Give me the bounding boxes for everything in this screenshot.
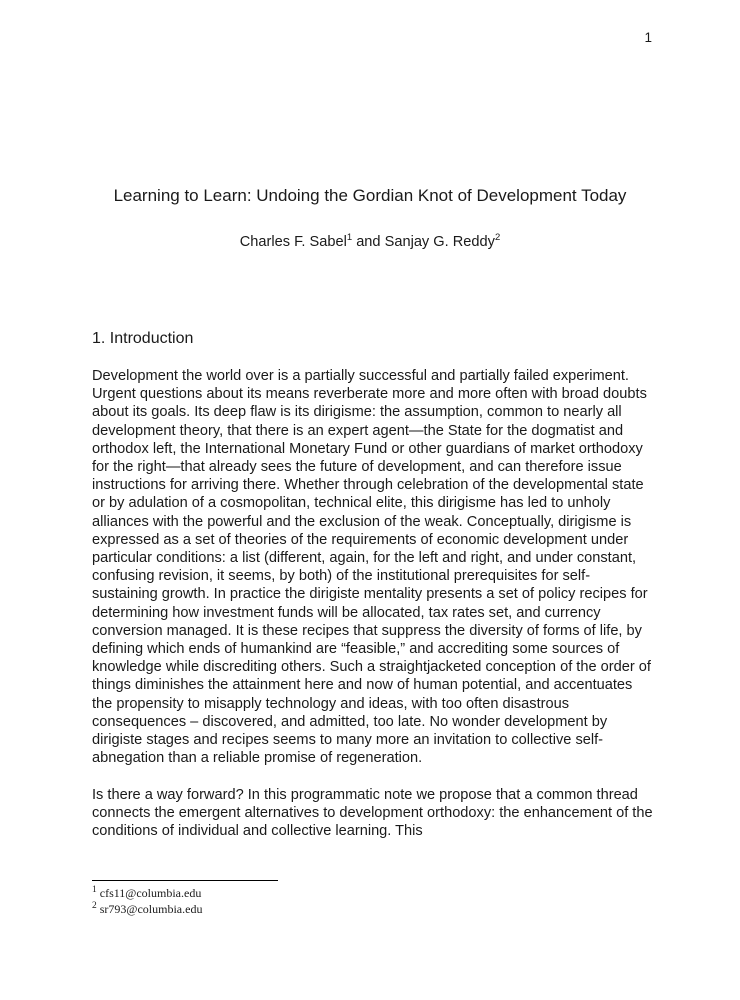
author-2-footnote-marker: 2 — [494, 232, 501, 244]
footnote-separator-rule — [92, 880, 278, 881]
footnote-2-text: sr793@columbia.edu — [99, 901, 203, 916]
author-1-footnote-marker: 1 — [346, 232, 353, 244]
footnotes-section — [92, 880, 654, 917]
footnote-2-marker: 2 — [92, 900, 97, 911]
author-1-name: Charles F. Sabel — [239, 234, 347, 250]
paragraph-2: Is there a way forward? In this programmatic note we propose that a common thread connects the emergent alternatives to development orthodoxy: the enhancement of the conditions of individual and collective learning. This — [92, 786, 653, 840]
footnote-2 — [92, 902, 654, 918]
page-number: 1 — [644, 30, 652, 45]
author-2-name: Sanjay G. Reddy — [384, 234, 495, 250]
section-heading-introduction: 1. Introduction — [92, 330, 194, 347]
authors-separator: and — [352, 234, 385, 250]
footnote-1 — [92, 886, 654, 902]
footnote-1-text: cfs11@columbia.edu — [99, 886, 202, 900]
footnote-1-marker: 1 — [92, 885, 97, 895]
authors-line — [0, 234, 740, 250]
paragraph-1: Development the world over is a partially successful and partially failed experiment. Urgent questions about its means reverberate more and more often with broad doubts about its goals. Its deep flaw is its dirigisme: the assumption, common to nearly all development theory, that there is an expert agent—the State for the dogmatist and orthodox left, the International Monetary Fund or other guardians of market orthodoxy for the right—that already sees the future of development, and can therefore issue instructions for arriving there. Whether through celebration of the developmental state or by adulation of a cosmopolitan, technical elite, this dirigisme has led to unholy alliances with the powerful and the exclusion of the weak. Conceptually, dirigisme is expressed as a set of theories of the requirements of economic development under particular conditions: a list (different, again, for the left and right, and under constant, confusing revision, it seems, by both) of the institutional prerequisites for self-sustaining growth. In practice the dirigiste mentality presents a set of policy recipes for determining how investment funds will be allocated, tax rates set, and currency conversion managed. It is these recipes that suppress the diversity of forms of life, by defining which ends of humankind are “feasible,” and accrediting some sources of knowledge while discrediting others. Such a straightjacketed conception of the order of things diminishes the attainment here and now of human potential, and accentuates the propensity to misapply technology and ideas, with too often disastrous consequences – discovered, and admitted, too late. No wonder development by dirigiste stages and recipes seems to many more an invitation to collective self-abnegation than a reliable promise of regeneration. — [92, 368, 651, 767]
paper-title: Learning to Learn: Undoing the Gordian Knot of Development Today — [113, 186, 627, 205]
body-text — [92, 367, 654, 840]
